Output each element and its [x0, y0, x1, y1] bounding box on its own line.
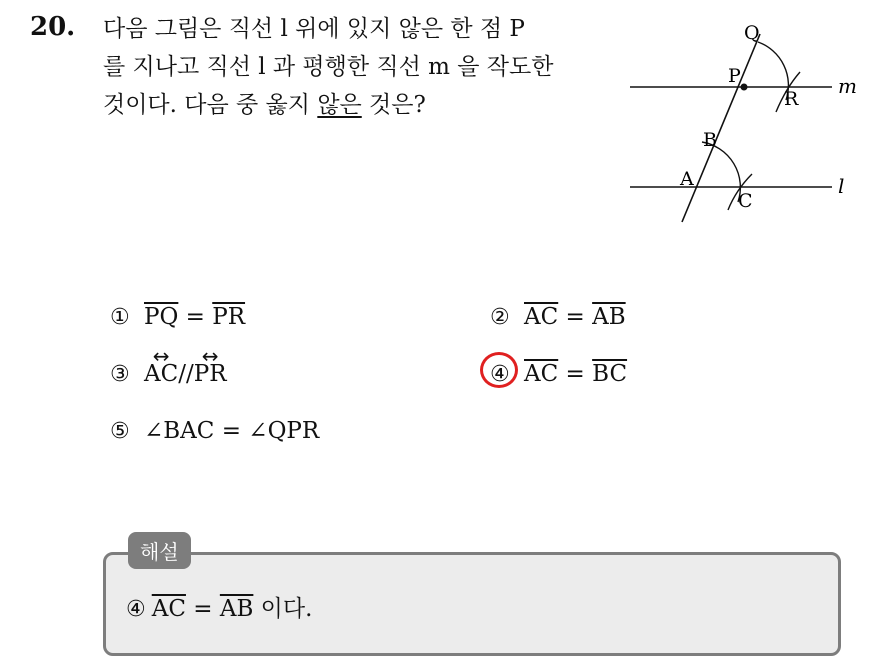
- solution-text: [126, 590, 312, 623]
- question-line-3-pre: 것이다. 다음 중 옳지: [103, 92, 318, 118]
- segment-ac: $\overline{AC}$: [524, 304, 559, 330]
- option-3-mark: ③: [110, 361, 130, 387]
- option-2-operator: =: [558, 304, 593, 330]
- option-5[interactable]: [110, 418, 319, 444]
- solution-segment-ac: $\overline{AC}$: [151, 596, 186, 622]
- underlined-word: 않은: [317, 92, 362, 118]
- label-a: A: [680, 168, 694, 190]
- solution-mark: ④: [126, 597, 146, 622]
- option-4[interactable]: [490, 361, 627, 387]
- option-3-operator: //: [178, 361, 194, 387]
- point-p: [741, 84, 748, 91]
- question-text: [103, 10, 603, 124]
- option-5-mark: ⑤: [110, 418, 130, 444]
- arc-lower: [702, 142, 740, 202]
- line-ac: ↔ AC: [144, 361, 178, 387]
- option-4-operator: =: [558, 361, 593, 387]
- label-c: C: [738, 190, 753, 212]
- angle-bac: ∠BAC: [144, 418, 215, 444]
- option-1[interactable]: [110, 304, 245, 330]
- segment-ab: $\overline{AB}$: [592, 304, 626, 330]
- option-2[interactable]: [490, 304, 626, 330]
- label-r: R: [784, 88, 799, 110]
- question-line-3-post: 것은?: [361, 92, 426, 118]
- segment-pq: $\overline{PQ}$: [144, 304, 179, 330]
- option-4-mark: ④: [490, 361, 510, 387]
- question-line-1: 다음 그림은 직선 l 위에 있지 않은 한 점 P: [103, 16, 525, 42]
- angle-qpr: ∠QPR: [248, 418, 320, 444]
- line-pr: ↔ PR: [194, 361, 227, 387]
- solution-tail: 이다.: [253, 596, 313, 622]
- segment-pr: $\overline{PR}$: [212, 304, 246, 330]
- label-l: l: [838, 174, 845, 198]
- option-2-mark: ②: [490, 304, 510, 330]
- question-line-2: 를 지나고 직선 l 과 평행한 직선 m 을 작도한: [103, 54, 554, 80]
- solution-tag: 해설: [128, 532, 191, 569]
- construction-figure: [620, 12, 860, 232]
- question-number: 20.: [30, 12, 76, 42]
- label-q: Q: [744, 22, 760, 44]
- option-3[interactable]: [110, 361, 227, 387]
- label-b: B: [703, 129, 717, 151]
- segment-bc: $\overline{BC}$: [592, 361, 628, 387]
- solution-segment-ab: $\overline{AB}$: [219, 596, 254, 622]
- label-m: m: [838, 74, 857, 98]
- solution-operator: =: [185, 596, 220, 622]
- label-p: P: [728, 65, 741, 87]
- question-line-3: [103, 86, 603, 124]
- option-1-mark: ①: [110, 304, 130, 330]
- segment-ac: $\overline{AC}$: [524, 361, 559, 387]
- option-5-operator: =: [214, 418, 249, 444]
- option-1-operator: =: [178, 304, 213, 330]
